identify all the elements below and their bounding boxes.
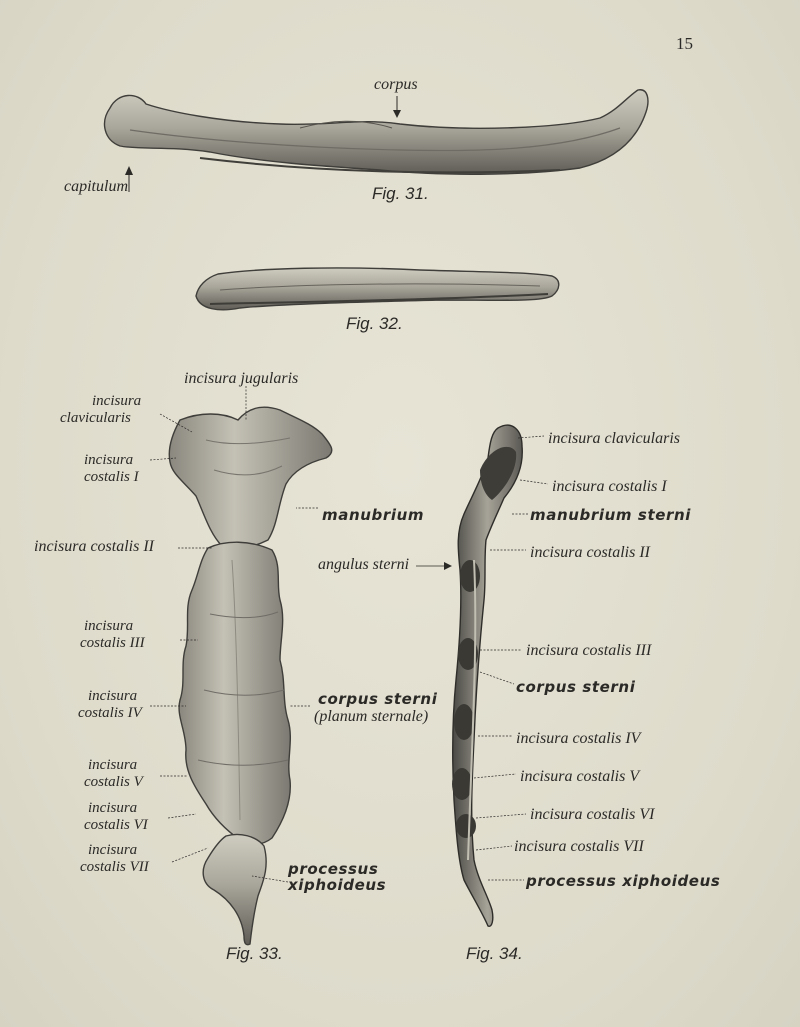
fig33-costalis-V-label-line1: incisura xyxy=(88,757,138,773)
fig33-planum-sternale-label: (planum sternale) xyxy=(314,708,429,725)
fig31-caption: Fig. 31. xyxy=(372,184,429,203)
fig33-costalis-VI-label-line2: costalis VI xyxy=(84,817,148,833)
fig33-costalis-VI-label-line1: incisura xyxy=(88,800,138,816)
fig33-costalis-I-label-line2: costalis I xyxy=(84,469,139,485)
fig32-caption: Fig. 32. xyxy=(346,314,403,333)
fig34-incisura-clavicularis-label: incisura clavicularis xyxy=(548,430,680,447)
fig31-clavicle-drawing xyxy=(105,90,648,192)
fig33-incisura-jugularis-label: incisura jugularis xyxy=(184,370,299,387)
fig34-costalis-IV-label: incisura costalis IV xyxy=(516,730,641,747)
fig33-costalis-III-label-line1: incisura xyxy=(84,618,134,634)
fig34-costalis-I-label: incisura costalis I xyxy=(552,478,667,495)
fig33-processus-label: processus xyxy=(288,860,379,878)
fig34-costalis-VI-label: incisura costalis VI xyxy=(530,806,655,823)
fig33-manubrium-label: manubrium xyxy=(322,506,425,524)
fig34-costalis-II-label: incisura costalis II xyxy=(530,544,650,561)
fig33-costalis-V-label-line2: costalis V xyxy=(84,774,143,790)
fig34-caption: Fig. 34. xyxy=(466,944,523,963)
fig33-costalis-I-label-line1: incisura xyxy=(84,452,134,468)
fig33-costalis-IV-label-line2: costalis IV xyxy=(78,705,142,721)
fig34-costalis-V-label: incisura costalis V xyxy=(520,768,640,785)
fig33-costalis-VII-label-line1: incisura xyxy=(88,842,138,858)
fig33-caption: Fig. 33. xyxy=(226,944,283,963)
fig33-xiphoideus-label: xiphoideus xyxy=(288,876,387,894)
fig34-processus-xiphoideus-label: processus xiphoideus xyxy=(526,872,721,890)
fig31-capitulum-label: capitulum xyxy=(64,178,128,195)
fig34-manubrium-sterni-label: manubrium sterni xyxy=(530,506,692,524)
fig34-costalis-III-label: incisura costalis III xyxy=(526,642,652,659)
fig33-corpus-sterni-label: corpus sterni xyxy=(318,690,438,708)
fig33-costalis-III-label-line2: costalis III xyxy=(80,635,145,651)
page-number: 15 xyxy=(676,34,693,53)
fig33-incisura-clavicularis-label-line1: incisura xyxy=(92,393,142,409)
fig31-corpus-label: corpus xyxy=(374,76,418,93)
fig33-incisura-clavicularis-label-line2: clavicularis xyxy=(60,410,131,426)
fig32-bone-drawing xyxy=(196,268,559,310)
clavicle-shape xyxy=(105,90,648,174)
fig34-costalis-VII-label: incisura costalis VII xyxy=(514,838,644,855)
fig33-costalis-II-label: incisura costalis II xyxy=(34,538,154,555)
fig33-angulus-sterni-label: angulus sterni xyxy=(318,556,410,573)
fig33-costalis-VII-label-line2: costalis VII xyxy=(80,859,149,875)
fig33-costalis-IV-label-line1: incisura xyxy=(88,688,138,704)
fig34-corpus-sterni-label: corpus sterni xyxy=(516,678,636,696)
